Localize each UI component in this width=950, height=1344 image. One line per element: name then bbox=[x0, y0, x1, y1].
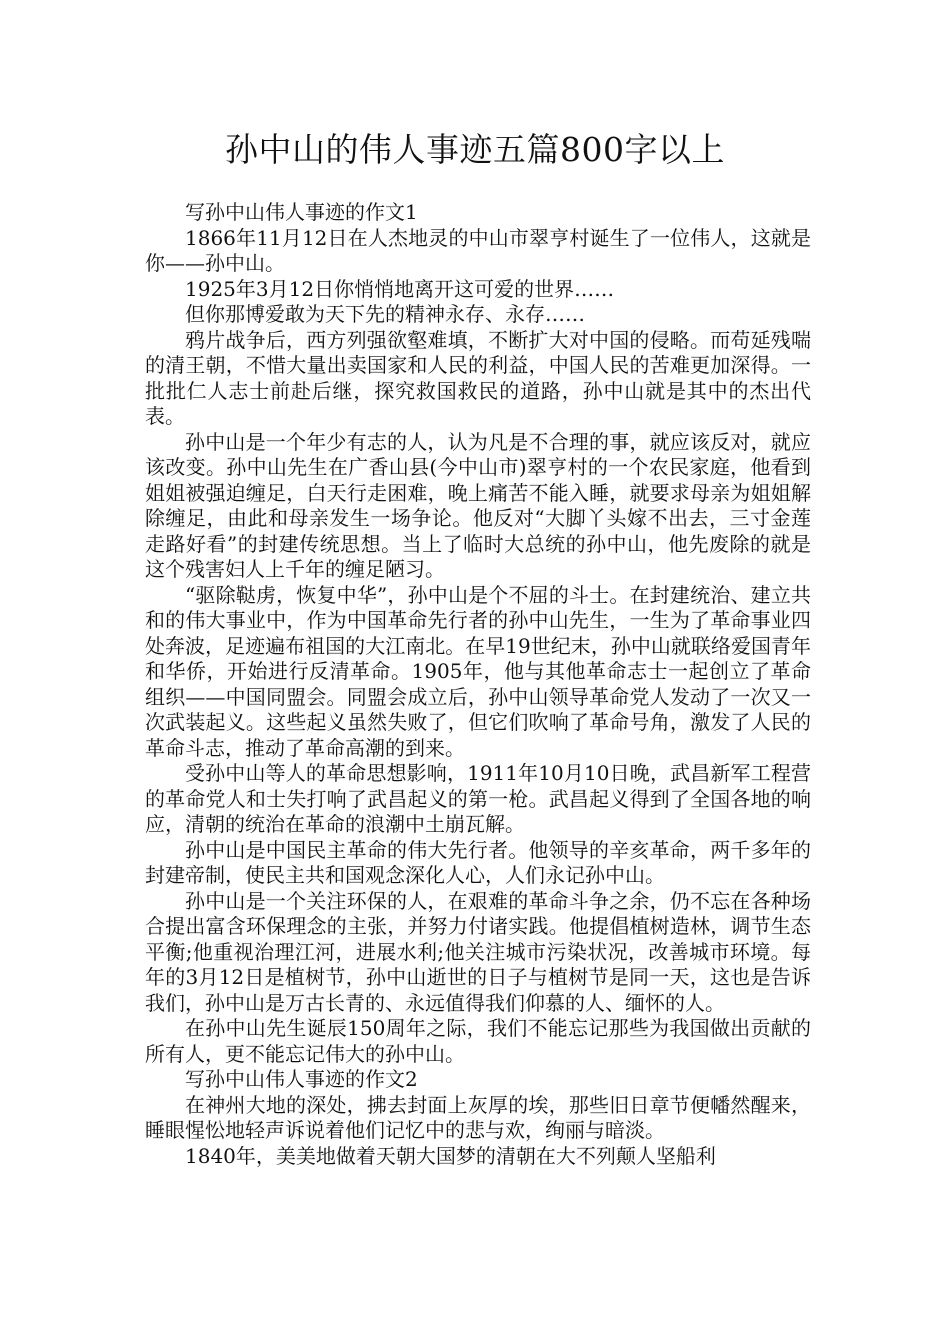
paragraph: 受孙中山等人的革命思想影响，1911年10月10日晚，武昌新军工程营的革命党人和士失打响了武昌起义的第一枪。武昌起义得到了全国各地的响应，清朝的统治在革命的浪潮中土崩瓦解。 bbox=[145, 761, 811, 836]
paragraph: 但你那博爱敢为天下先的精神永存、永存…… bbox=[185, 302, 585, 326]
paragraph: 孙中山是一个关注环保的人，在艰难的革命斗争之余，仍不忘在各种场合提出富含环保理念的主张，并努力付诸实践。他提倡植树造林，调节生态平衡;他重视治理江河，进展水利;他关注城市污染状况，改善城市环境。每年的3月12日是植树节，孙中山逝世的日子与植树节是同一天，这也是告诉我们，孙中山是万古长青的、永远值得我们仰慕的人、缅怀的人。 bbox=[145, 888, 811, 1015]
paragraph: 1840年，美美地做着天朝大国梦的清朝在大不列颠人坚船利 bbox=[185, 1143, 716, 1168]
paragraph: 鸦片战争后，西方列强欲壑难填，不断扩大对中国的侵略。而苟延残喘的清王朝，不惜大量出卖国家和人民的利益，中国人民的苦难更加深得。一批批仁人志士前赴后继，探究救国救民的道路，孙中山就是其中的杰出代表。 bbox=[145, 327, 811, 428]
paragraph: 在孙中山先生诞辰150周年之际，我们不能忘记那些为我国做出贡献的所有人，更不能忘记伟大的孙中山。 bbox=[145, 1016, 811, 1066]
paragraph: 孙中山是一个年少有志的人，认为凡是不合理的事，就应该反对，就应该改变。孙中山先生在广香山县(今中山市)翠亨村的一个农民家庭，他看到姐姐被强迫缠足，白天行走困难，晚上痛苦不能入睡，就要求母亲为姐姐解除缠足，由此和母亲发生一场争论。他反对“大脚丫头嫁不出去，三寸金莲走路好看”的封建传统思想。当上了临时大总统的孙中山，他先废除的就是这个残害妇人上千年的缠足陋习。 bbox=[145, 429, 811, 581]
paragraph: “驱除鞑虏，恢复中华”，孙中山是个不屈的斗士。在封建统治、建立共和的伟大事业中，作为中国革命先行者的孙中山先生，一生为了革命事业四处奔波，足迹遍布祖国的大江南北。在早19世纪末，孙中山就联络爱国青年和华侨，开始进行反清革命。1905年，他与其他革命志士一起创立了革命组织——中国同盟会。同盟会成立后，孙中山领导革命党人发动了一次又一次武装起义。这些起义虽然失败了，但它们吹响了革命号角，激发了人民的革命斗志，推动了革命高潮的到来。 bbox=[145, 582, 811, 760]
paragraph: 1925年3月12日你悄悄地离开这可爱的世界…… bbox=[185, 276, 615, 301]
paragraph: 孙中山是中国民主革命的伟大先行者。他领导的辛亥革命，两千多年的封建帝制，使民主共和国观念深化人心，人们永记孙中山。 bbox=[145, 837, 811, 887]
section-heading-2: 写孙中山伟人事迹的作文2 bbox=[185, 1067, 418, 1091]
document-title: 孙中山的伟人事迹五篇800字以上 bbox=[225, 130, 725, 169]
document-body bbox=[145, 200, 811, 1169]
paragraph: 1866年11月12日在人杰地灵的中山市翠亨村诞生了一位伟人，这就是你——孙中山。 bbox=[145, 225, 811, 275]
paragraph: 在神州大地的深处，拂去封面上灰厚的埃，那些旧日章节便幡然醒来，睡眼惺忪地轻声诉说着他们记忆中的悲与欢，绚丽与暗淡。 bbox=[145, 1092, 811, 1142]
section-heading-1: 写孙中山伟人事迹的作文1 bbox=[185, 200, 418, 224]
